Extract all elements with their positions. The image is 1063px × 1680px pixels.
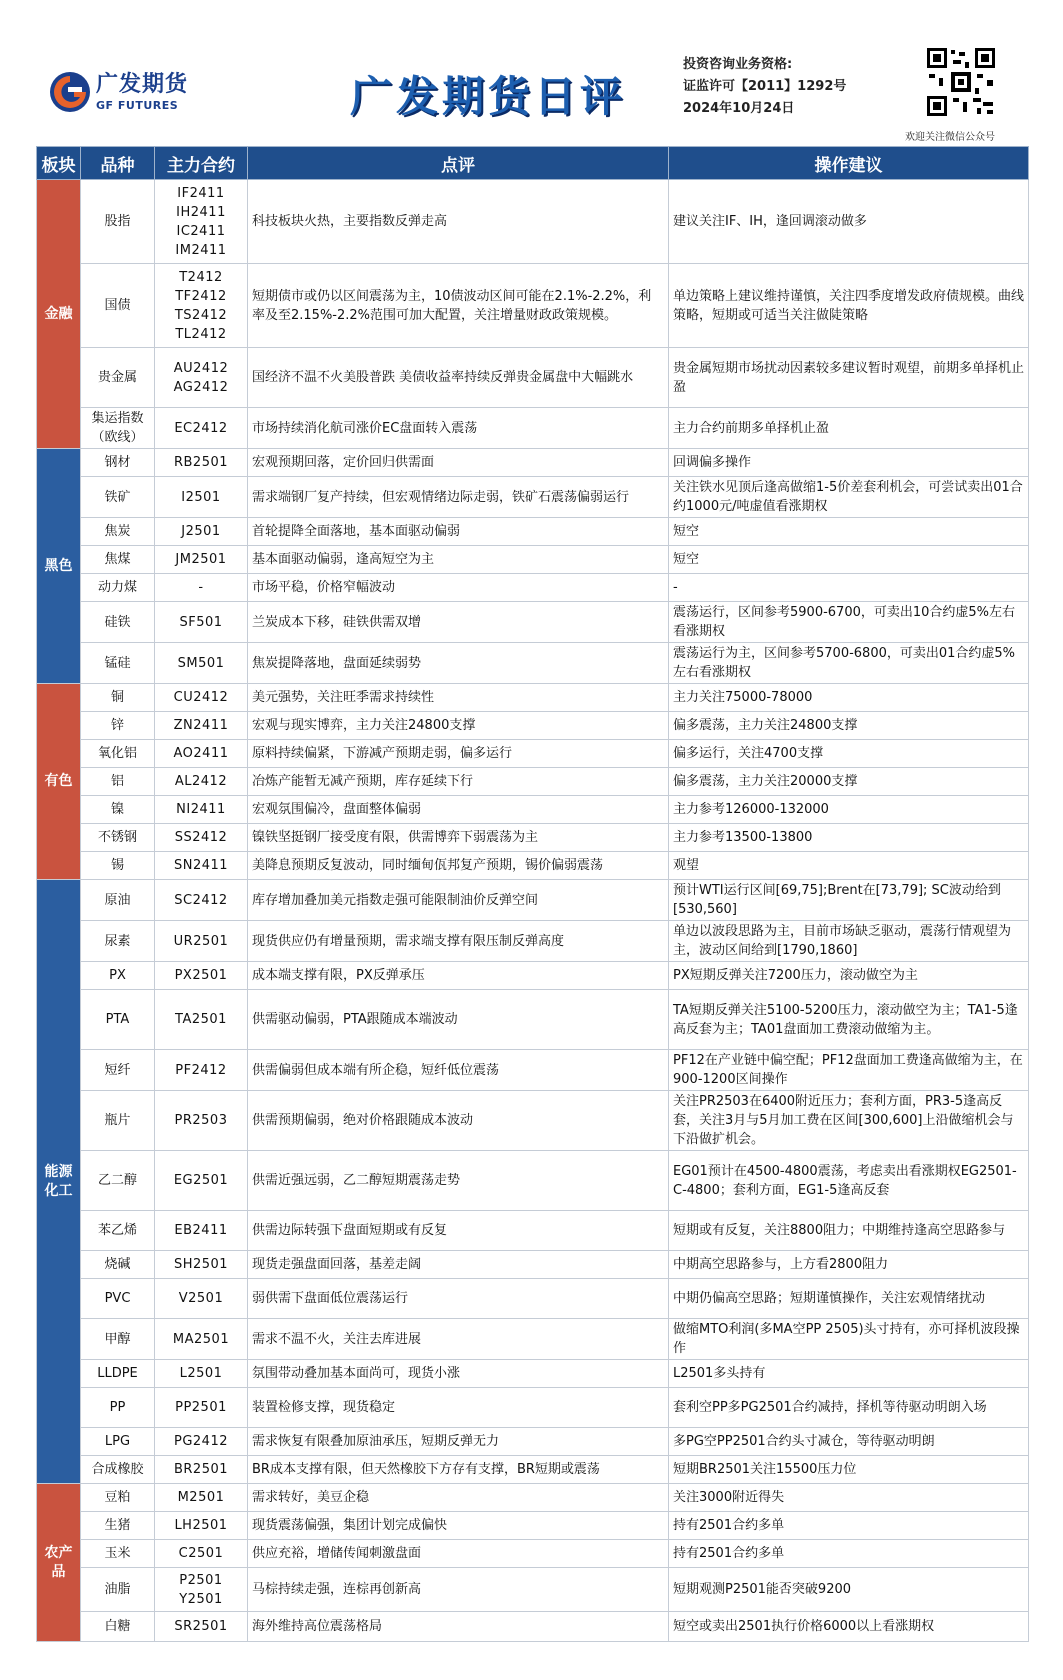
- contract-cell: [155, 546, 248, 574]
- variety-cell: 不锈钢: [81, 824, 155, 852]
- contract-code: SF501: [179, 614, 223, 630]
- contract-cell: [155, 712, 248, 740]
- contract-code: TL2412: [175, 326, 227, 342]
- contract-code: M2501: [177, 1490, 225, 1505]
- advice-cell: 预计WTI运行区间[69,75];Brent在[73,79]; SC波动给到[530,560]: [669, 880, 1029, 921]
- table-row: [37, 1456, 1029, 1484]
- table-row: [37, 264, 1029, 348]
- table-row: [37, 1050, 1029, 1091]
- comment-cell: 原料持续偏紧，下游减产预期走弱，偏多运行: [248, 740, 669, 768]
- contract-code: IH2411: [176, 204, 226, 220]
- variety-cell: 动力煤: [81, 574, 155, 602]
- comment-cell: 成本端支撑有限，PX反弹承压: [248, 962, 669, 990]
- contract-cell: [155, 1428, 248, 1456]
- table-row: [37, 449, 1029, 477]
- table-row: [37, 518, 1029, 546]
- contract-code: SM501: [177, 655, 225, 671]
- contract-code: V2501: [178, 1291, 224, 1306]
- advice-cell: 偏多运行，关注4700支撑: [669, 740, 1029, 768]
- advice-cell: 短期或有反复，关注8800阻力；中期维持逢高空思路参与: [669, 1211, 1029, 1251]
- comment-cell: 装置检修支撑，现货稳定: [248, 1388, 669, 1428]
- advice-cell: EG01预计在4500-4800震荡，考虑卖出看涨期权EG2501-C-4800；套利方面，EG1-5逢高反套: [669, 1151, 1029, 1211]
- contract-code: IC2411: [176, 223, 226, 239]
- contract-code: AO2411: [173, 746, 229, 761]
- header-category: 板块: [37, 147, 81, 180]
- variety-cell: 铁矿: [81, 477, 155, 518]
- report-date: 2024年10月24日: [683, 101, 795, 116]
- comment-cell: 宏观与现实博弈，主力关注24800支撑: [248, 712, 669, 740]
- advice-cell: PF12在产业链中偏空配；PF12盘面加工费逢高做缩为主，在900-1200区间操作: [669, 1050, 1029, 1091]
- contract-code: PF2412: [175, 1062, 227, 1078]
- variety-cell: 原油: [81, 880, 155, 921]
- advice-cell: 中期仍偏高空思路；短期谨慎操作，关注宏观情绪扰动: [669, 1279, 1029, 1319]
- advice-cell: 震荡运行为主，区间参考5700-6800，可卖出01合约虚5%左右看涨期权: [669, 643, 1029, 684]
- contract-code: SN2411: [173, 858, 229, 873]
- comment-cell: 市场平稳，价格窄幅波动: [248, 574, 669, 602]
- table-row: [37, 768, 1029, 796]
- contract-code: SC2412: [174, 892, 228, 908]
- table-row: [37, 684, 1029, 712]
- table-row: [37, 852, 1029, 880]
- contract-cell: [155, 796, 248, 824]
- wechat-qr-code: [925, 46, 997, 118]
- variety-cell: 锰硅: [81, 643, 155, 684]
- contract-code: TS2412: [174, 307, 228, 323]
- qualification-block: [683, 54, 846, 120]
- variety-cell: 硅铁: [81, 602, 155, 643]
- variety-cell: PP: [81, 1388, 155, 1428]
- comment-cell: 国经济不温不火美股普跌 美债收益率持续反弹贵金属盘中大幅跳水: [248, 348, 669, 408]
- variety-cell: 白糖: [81, 1612, 155, 1642]
- comment-cell: 需求端钢厂复产持续，但宏观情绪边际走弱，铁矿石震荡偏弱运行: [248, 477, 669, 518]
- comment-cell: 供需偏弱但成本端有所企稳，短纤低位震荡: [248, 1050, 669, 1091]
- contract-code: SH2501: [173, 1257, 229, 1272]
- comment-cell: 马棕持续走强，连棕再创新高: [248, 1568, 669, 1612]
- contract-code: UR2501: [173, 933, 229, 949]
- comment-cell: 现货走强盘面回落，基差走阔: [248, 1251, 669, 1279]
- contract-code: AU2412: [173, 360, 229, 376]
- contract-cell: [155, 962, 248, 990]
- contract-cell: [155, 1091, 248, 1151]
- advice-cell: 短期观测P2501能否突破9200: [669, 1568, 1029, 1612]
- header-advice: 操作建议: [669, 147, 1029, 180]
- contract-cell: [155, 643, 248, 684]
- variety-cell: 国债: [81, 264, 155, 348]
- contract-cell: [155, 1568, 248, 1612]
- contract-code: L2501: [179, 1366, 223, 1381]
- advice-cell: 单边策略上建议维持谨慎，关注四季度增发政府债规模。曲线策略，短期或可适当关注做陡策略: [669, 264, 1029, 348]
- category-cell: 农产品: [37, 1484, 81, 1642]
- daily-review-table: [36, 146, 1029, 1642]
- variety-cell: 贵金属: [81, 348, 155, 408]
- advice-cell: 短空或卖出2501执行价格6000以上看涨期权: [669, 1612, 1029, 1642]
- comment-cell: 现货震荡偏强，集团计划完成偏快: [248, 1512, 669, 1540]
- advice-cell: 短空: [669, 518, 1029, 546]
- contract-code: I2501: [181, 489, 221, 505]
- category-cell: 有色: [37, 684, 81, 880]
- comment-cell: 短期债市或仍以区间震荡为主，10债波动区间可能在2.1%-2.2%，利率及至2.15%-2.2%范围可加大配置，关注增量财政政策规模。: [248, 264, 669, 348]
- table-row: [37, 921, 1029, 962]
- contract-code: EG2501: [173, 1173, 229, 1188]
- contract-cell: [155, 348, 248, 408]
- contract-code: JM2501: [175, 552, 227, 567]
- table-row: [37, 1251, 1029, 1279]
- variety-cell: 尿素: [81, 921, 155, 962]
- contract-code: ZN2411: [173, 718, 229, 733]
- contract-code: PX2501: [174, 968, 228, 983]
- table-row: [37, 824, 1029, 852]
- comment-cell: 美元强势，关注旺季需求持续性: [248, 684, 669, 712]
- contract-code: CU2412: [173, 690, 229, 705]
- advice-cell: 持有2501合约多单: [669, 1540, 1029, 1568]
- variety-cell: 短纤: [81, 1050, 155, 1091]
- advice-cell: -: [669, 574, 1029, 602]
- contract-cell: [155, 180, 248, 264]
- table-row: [37, 1211, 1029, 1251]
- advice-cell: 主力关注75000-78000: [669, 684, 1029, 712]
- contract-cell: [155, 408, 248, 449]
- contract-cell: [155, 740, 248, 768]
- variety-cell: 镍: [81, 796, 155, 824]
- table-header-row: [37, 147, 1029, 180]
- contract-cell: [155, 1211, 248, 1251]
- contract-cell: [155, 574, 248, 602]
- comment-cell: 海外维持高位震荡格局: [248, 1612, 669, 1642]
- contract-code: P2501: [179, 1572, 223, 1588]
- contract-cell: [155, 264, 248, 348]
- comment-cell: 科技板块火热，主要指数反弹走高: [248, 180, 669, 264]
- advice-cell: 多PG空PP2501合约头寸减仓，等待驱动明朗: [669, 1428, 1029, 1456]
- header-contract: 主力合约: [155, 147, 248, 180]
- contract-cell: [155, 852, 248, 880]
- variety-cell: PX: [81, 962, 155, 990]
- table-row: [37, 962, 1029, 990]
- variety-cell: 玉米: [81, 1540, 155, 1568]
- logo-cn-text: 广发期货: [96, 71, 189, 97]
- contract-cell: [155, 684, 248, 712]
- variety-cell: 股指: [81, 180, 155, 264]
- qualification-label: 投资咨询业务资格:: [683, 57, 793, 72]
- contract-cell: [155, 602, 248, 643]
- comment-cell: 冶炼产能暂无减产预期，库存延续下行: [248, 768, 669, 796]
- contract-cell: [155, 1540, 248, 1568]
- variety-cell: 豆粕: [81, 1484, 155, 1512]
- advice-cell: 震荡运行，区间参考5900-6700，可卖出10合约虚5%左右看涨期权: [669, 602, 1029, 643]
- table-row: [37, 990, 1029, 1050]
- comment-cell: 库存增加叠加美元指数走强可能限制油价反弹空间: [248, 880, 669, 921]
- advice-cell: TA短期反弹关注5100-5200压力，滚动做空为主；TA1-5逢高反套为主；TA01盘面加工费滚动做缩为主。: [669, 990, 1029, 1050]
- gf-futures-logo: [48, 70, 188, 114]
- variety-cell: 锌: [81, 712, 155, 740]
- logo-en-text: GF FUTURES: [96, 98, 179, 112]
- table-row: [37, 546, 1029, 574]
- comment-cell: 兰炭成本下移，硅铁供需双增: [248, 602, 669, 643]
- contract-cell: [155, 1251, 248, 1279]
- advice-cell: 关注铁水见顶后逢高做缩1-5价差套利机会，可尝试卖出01合约1000元/吨虚值看涨期权: [669, 477, 1029, 518]
- comment-cell: 基本面驱动偏弱，逢高短空为主: [248, 546, 669, 574]
- header-variety: 品种: [81, 147, 155, 180]
- contract-code: AL2412: [174, 774, 228, 789]
- table-row: [37, 1319, 1029, 1360]
- advice-cell: 做缩MTO利润(多MA空PP 2505)头寸持有，亦可择机波段操作: [669, 1319, 1029, 1360]
- table-row: [37, 1091, 1029, 1151]
- comment-cell: 镍铁坚挺钢厂接受度有限，供需博弈下弱震荡为主: [248, 824, 669, 852]
- contract-code: MA2501: [172, 1331, 230, 1347]
- variety-cell: 焦煤: [81, 546, 155, 574]
- category-cell: 能源化工: [37, 880, 81, 1484]
- table-row: [37, 1428, 1029, 1456]
- table-row: [37, 574, 1029, 602]
- contract-code: EC2412: [174, 420, 228, 436]
- contract-code: AG2412: [173, 379, 229, 395]
- variety-cell: 甲醇: [81, 1319, 155, 1360]
- table-row: [37, 712, 1029, 740]
- advice-cell: 短期BR2501关注15500压力位: [669, 1456, 1029, 1484]
- contract-cell: [155, 990, 248, 1050]
- contract-code: C2501: [178, 1546, 224, 1561]
- contract-cell: [155, 1279, 248, 1319]
- advice-cell: 主力参考126000-132000: [669, 796, 1029, 824]
- comment-cell: 供需近强远弱，乙二醇短期震荡走势: [248, 1151, 669, 1211]
- contract-cell: [155, 1612, 248, 1642]
- comment-cell: 供需边际转强下盘面短期或有反复: [248, 1211, 669, 1251]
- advice-cell: 贵金属短期市场扰动因素较多建议暂时观望，前期多单择机止盈: [669, 348, 1029, 408]
- variety-cell: 苯乙烯: [81, 1211, 155, 1251]
- comment-cell: 宏观氛围偏冷，盘面整体偏弱: [248, 796, 669, 824]
- variety-cell: PVC: [81, 1279, 155, 1319]
- comment-cell: 宏观预期回落，定价回归供需面: [248, 449, 669, 477]
- variety-cell: 焦炭: [81, 518, 155, 546]
- contract-code: T2412: [179, 269, 223, 285]
- contract-cell: [155, 880, 248, 921]
- advice-cell: PX短期反弹关注7200压力，滚动做空为主: [669, 962, 1029, 990]
- contract-code: IF2411: [177, 185, 225, 201]
- contract-cell: [155, 518, 248, 546]
- contract-code: BR2501: [173, 1462, 229, 1477]
- contract-code: EB2411: [174, 1223, 228, 1238]
- contract-cell: [155, 1050, 248, 1091]
- comment-cell: 美降息预期反复波动，同时缅甸佤邦复产预期，锡价偏弱震荡: [248, 852, 669, 880]
- advice-cell: 主力参考13500-13800: [669, 824, 1029, 852]
- contract-cell: [155, 1388, 248, 1428]
- variety-cell: 氧化铝: [81, 740, 155, 768]
- contract-code: RB2501: [173, 455, 229, 470]
- contract-cell: [155, 921, 248, 962]
- advice-cell: 单边以波段思路为主，目前市场缺乏驱动，震荡行情观望为主，波动区间给到[1790,1860]: [669, 921, 1029, 962]
- variety-cell: 集运指数（欧线）: [81, 408, 155, 449]
- variety-cell: LLDPE: [81, 1360, 155, 1388]
- contract-cell: [155, 824, 248, 852]
- comment-cell: 需求不温不火，关注去库进展: [248, 1319, 669, 1360]
- variety-cell: 铝: [81, 768, 155, 796]
- variety-cell: 铜: [81, 684, 155, 712]
- advice-cell: 套利空PP多PG2501合约减持，择机等待驱动明朗入场: [669, 1388, 1029, 1428]
- advice-cell: 关注PR2503在6400附近压力；套利方面，PR3-5逢高反套，关注3月与5月加工费在区间[300,600]上沿做缩机会与下沿做扩机会。: [669, 1091, 1029, 1151]
- comment-cell: 焦炭提降落地，盘面延续弱势: [248, 643, 669, 684]
- variety-cell: 瓶片: [81, 1091, 155, 1151]
- advice-cell: L2501多头持有: [669, 1360, 1029, 1388]
- comment-cell: 需求转好，美豆企稳: [248, 1484, 669, 1512]
- contract-cell: [155, 1484, 248, 1512]
- contract-code: SR2501: [174, 1619, 228, 1634]
- page-header: [0, 0, 1063, 146]
- advice-cell: 偏多震荡，主力关注24800支撑: [669, 712, 1029, 740]
- advice-cell: 偏多震荡，主力关注20000支撑: [669, 768, 1029, 796]
- table-row: [37, 1360, 1029, 1388]
- table-row: [37, 796, 1029, 824]
- comment-cell: 供需驱动偏弱，PTA跟随成本端波动: [248, 990, 669, 1050]
- contract-cell: [155, 1151, 248, 1211]
- table-row: [37, 1568, 1029, 1612]
- advice-cell: 回调偏多操作: [669, 449, 1029, 477]
- variety-cell: 生猪: [81, 1512, 155, 1540]
- comment-cell: 市场持续消化航司涨价EC盘面转入震荡: [248, 408, 669, 449]
- comment-cell: 弱供需下盘面低位震荡运行: [248, 1279, 669, 1319]
- table-row: [37, 408, 1029, 449]
- advice-cell: 主力合约前期多单择机止盈: [669, 408, 1029, 449]
- table-row: [37, 1388, 1029, 1428]
- variety-cell: LPG: [81, 1428, 155, 1456]
- page-title: 广发期货日评: [350, 72, 627, 121]
- comment-cell: 需求恢复有限叠加原油承压，短期反弹无力: [248, 1428, 669, 1456]
- advice-cell: 中期高空思路参与，上方看2800阻力: [669, 1251, 1029, 1279]
- contract-cell: [155, 449, 248, 477]
- comment-cell: BR成本支撑有限，但天然橡胶下方存有支撑，BR短期或震荡: [248, 1456, 669, 1484]
- variety-cell: 锡: [81, 852, 155, 880]
- contract-code: SS2412: [174, 830, 228, 845]
- variety-cell: 钢材: [81, 449, 155, 477]
- table-row: [37, 1151, 1029, 1211]
- table-row: [37, 477, 1029, 518]
- table-row: [37, 348, 1029, 408]
- table-row: [37, 1540, 1029, 1568]
- advice-cell: 持有2501合约多单: [669, 1512, 1029, 1540]
- contract-code: -: [198, 580, 204, 595]
- table-row: [37, 643, 1029, 684]
- comment-cell: 供需预期偏弱，绝对价格跟随成本波动: [248, 1091, 669, 1151]
- table-row: [37, 740, 1029, 768]
- variety-cell: 烧碱: [81, 1251, 155, 1279]
- variety-cell: 乙二醇: [81, 1151, 155, 1211]
- contract-code: LH2501: [174, 1518, 228, 1533]
- advice-cell: 建议关注IF、IH，逢回调滚动做多: [669, 180, 1029, 264]
- license-number: 证监许可【2011】1292号: [683, 79, 847, 94]
- table-row: [37, 1484, 1029, 1512]
- contract-code: J2501: [181, 524, 221, 539]
- advice-cell: 观望: [669, 852, 1029, 880]
- variety-cell: 油脂: [81, 1568, 155, 1612]
- table-row: [37, 1612, 1029, 1642]
- qr-caption: 欢迎关注微信公众号: [905, 132, 995, 143]
- advice-cell: 关注3000附近得失: [669, 1484, 1029, 1512]
- contract-code: TA2501: [175, 1012, 227, 1027]
- comment-cell: 氛围带动叠加基本面尚可，现货小涨: [248, 1360, 669, 1388]
- category-cell: 黑色: [37, 449, 81, 684]
- contract-code: TF2412: [175, 288, 227, 304]
- comment-cell: 现货供应仍有增量预期，需求端支撑有限压制反弹高度: [248, 921, 669, 962]
- contract-code: NI2411: [176, 802, 226, 817]
- contract-cell: [155, 1456, 248, 1484]
- category-cell: 金融: [37, 180, 81, 449]
- contract-code: Y2501: [179, 1591, 223, 1607]
- variety-cell: PTA: [81, 990, 155, 1050]
- contract-code: PG2412: [174, 1434, 228, 1449]
- table-row: [37, 880, 1029, 921]
- variety-cell: 合成橡胶: [81, 1456, 155, 1484]
- contract-cell: [155, 477, 248, 518]
- advice-cell: 短空: [669, 546, 1029, 574]
- table-row: [37, 1512, 1029, 1540]
- contract-code: IM2411: [175, 242, 227, 258]
- contract-code: PR2503: [174, 1113, 228, 1128]
- contract-cell: [155, 768, 248, 796]
- gf-logo-icon: [48, 70, 92, 114]
- table-row: [37, 180, 1029, 264]
- comment-cell: 首轮提降全面落地，基本面驱动偏弱: [248, 518, 669, 546]
- contract-cell: [155, 1512, 248, 1540]
- table-row: [37, 1279, 1029, 1319]
- contract-cell: [155, 1360, 248, 1388]
- header-comment: 点评: [248, 147, 669, 180]
- contract-cell: [155, 1319, 248, 1360]
- contract-code: PP2501: [175, 1400, 227, 1415]
- table-row: [37, 602, 1029, 643]
- comment-cell: 供应充裕，增储传闻刺激盘面: [248, 1540, 669, 1568]
